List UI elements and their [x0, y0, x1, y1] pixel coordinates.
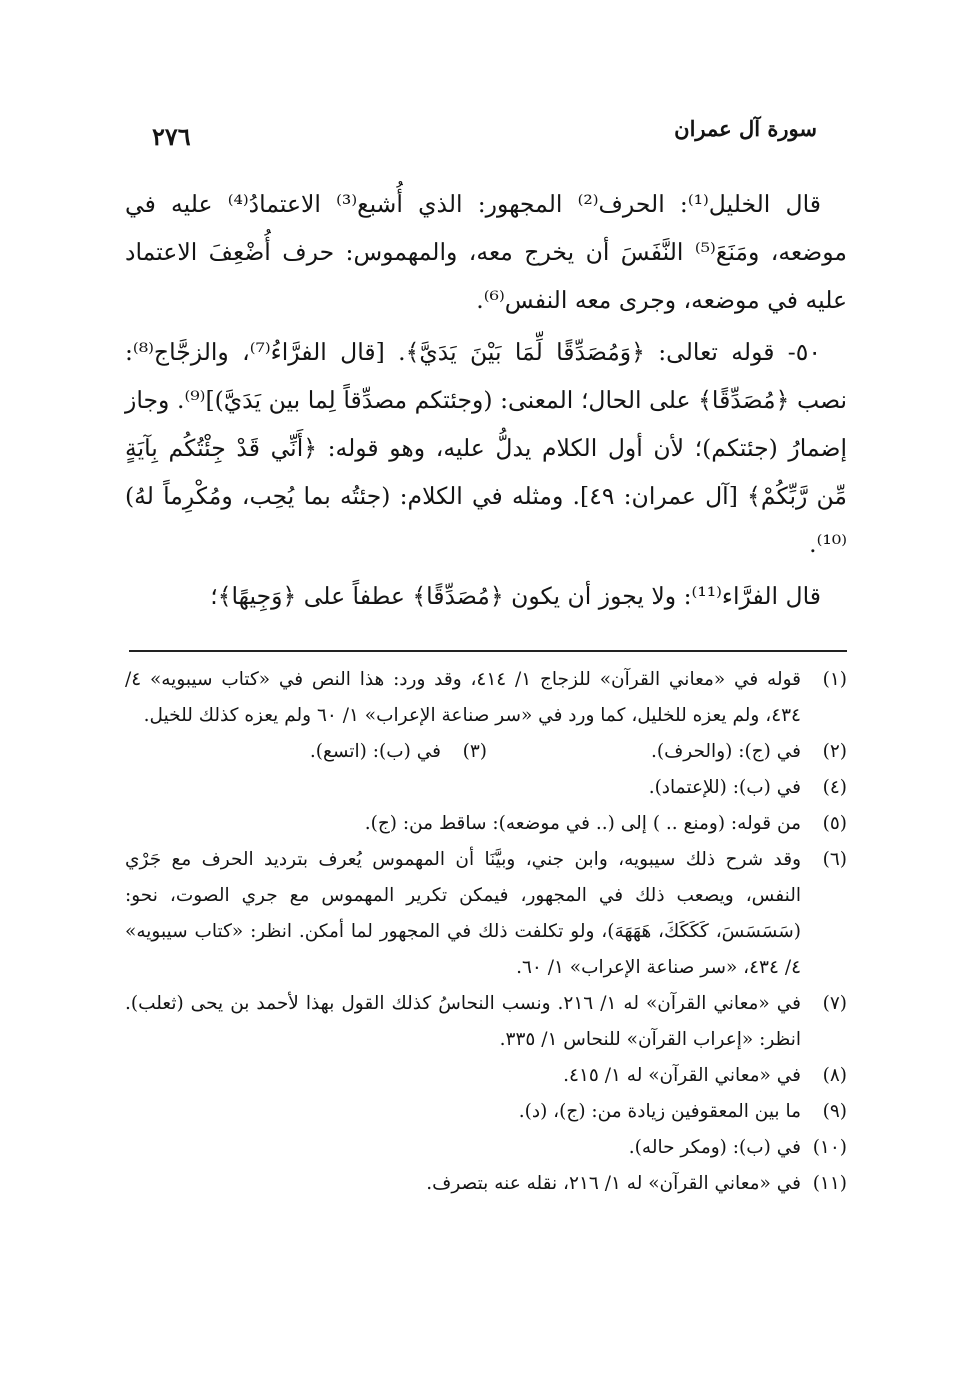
- footnote-number: (١٠): [812, 1137, 847, 1158]
- footnote-number: (٥): [822, 813, 847, 834]
- footnote-5: [125, 806, 847, 842]
- footnote-3: [127, 734, 487, 770]
- footnote-2: [487, 734, 847, 770]
- footnote-9: [125, 1094, 847, 1130]
- paragraph-verse-50: ٥٠- قوله تعالى: ﴿وَمُصَدِّقًا لِّمَا بَيْنَ يَدَيَّ﴾. [قال الفرَّاءُ⁽⁷⁾، والزجَّاج⁽⁸⁾: نصب ﴿مُصَدِّقًا﴾ على الحال؛ المعنى: (وجئتكم مصدِّقاً لِما بين يَدَيَّ)]⁽⁹⁾. وجاز إضمارُ (جئتكم)؛ لأن أول الكلام يدلُّ عليه، وهو قوله: ﴿أَنِّي قَدْ جِئْتُكُم بِآيَةٍ مِّن رَّبِّكُمْ﴾ [آل عمران: ٤٩]. ومثله في الكلام: (جئتُه بما يُحِب، ومُكْرِماً لهُ)⁽¹⁰⁾.: [125, 338, 847, 558]
- footnote-number: (٦): [822, 849, 847, 870]
- footnote-text: في (ج): (والحرف).: [651, 741, 801, 762]
- footnote-number: (٩): [822, 1101, 847, 1122]
- footnote-row: [125, 734, 847, 770]
- footnote-8: [125, 1058, 847, 1094]
- footnote-text: في «معاني القرآن» له ١/ ٢١٦. ونسب النحاسُ كذلك القول بهذا لأحمد بن يحى (ثعلب). انظر: «إعراب القرآن» للنحاس ١/ ٣٣٥.: [125, 993, 801, 1050]
- footnote-divider: [129, 650, 847, 652]
- page-header: [120, 108, 855, 151]
- footnote-number: (٣): [462, 741, 487, 762]
- footnote-number: (٧): [822, 993, 847, 1014]
- footnote-text: في «معاني القرآن» له ١/ ٢١٦، نقله عنه بتصرف.: [426, 1173, 801, 1194]
- paragraph-khalil: قال الخليل⁽¹⁾: الحرف⁽²⁾ المجهور: الذي أُشبع⁽³⁾ الاعتمادُ⁽⁴⁾ عليه في موضعه، ومَنَعَ⁽⁵⁾ النَّفَسَ أن يخرج معه، والمهموس: حرف أُضْعِفَ الاعتماد عليه في موضعه، وجرى معه النفس⁽⁶⁾.: [125, 190, 847, 314]
- footnote-10: [125, 1130, 847, 1166]
- footnote-text: في (ب): (اتسع).: [309, 741, 441, 762]
- paragraph-farra: قال الفرَّاء⁽¹¹⁾: ولا يجوز أن يكون ﴿مُصَدِّقًا﴾ عطفاً على ﴿وَجِيهًا﴾؛: [210, 582, 821, 610]
- footnote-text: قوله في «معاني القرآن» للزجاج ١/ ٤١٤، وقد ورد: هذا النص في «كتاب سيبويه» ٤/ ٤٣٤، ولم يعزه للخليل، كما ورد في «سر صناعة الإعراب» ١/ ٦٠ ولم يعزه كذلك للخيل.: [125, 669, 801, 726]
- footnote-number: (١١): [812, 1173, 847, 1194]
- footnote-number: (٨): [822, 1065, 847, 1086]
- footnote-number: (١): [822, 669, 847, 690]
- main-text: [125, 180, 847, 620]
- page-number: ٢٧٦: [152, 122, 191, 151]
- footnote-7: [125, 986, 847, 1058]
- footnote-4: [125, 770, 847, 806]
- footnote-text: في (ب): (ومكر حاله).: [628, 1137, 801, 1158]
- footnote-11: [125, 1166, 847, 1202]
- footnote-1: [125, 662, 847, 734]
- footnote-6: [125, 842, 847, 986]
- footnote-text: من قوله: (ومنع .. ) إلى (.. في موضعه): ساقط من: (ج).: [364, 813, 801, 834]
- footnote-text: وقد شرح ذلك سيبويه، وابن جني، وبيَّنَا أن المهموس يُعرف بترديد الحرف مع جَرْي النفس، ويصعب ذلك في المجهور، فيمكن تكرير المهموس مع جري الصوت، نحو: (سَسَسَسَ، كَكَكَكَ، هَهَهَهَ)، ولو تكلفت ذلك في المجهور لما أمكن. انظر: «كتاب سيبويه» ٤/ ٤٣٤، «سر صناعة الإعراب» ١/ ٦٠.: [125, 849, 801, 978]
- footnote-text: ما بين المعقوفين زيادة من: (ج)، (د).: [518, 1101, 801, 1122]
- footnote-number: (٢): [822, 741, 847, 762]
- footnotes: [125, 662, 847, 1202]
- footnote-number: (٤): [822, 777, 847, 798]
- footnote-text: في (ب): (للإعتماد).: [648, 777, 801, 798]
- footnote-text: في «معاني القرآن» له ١/ ٤١٥.: [563, 1065, 801, 1086]
- surah-title: سورة آل عمران: [674, 116, 817, 141]
